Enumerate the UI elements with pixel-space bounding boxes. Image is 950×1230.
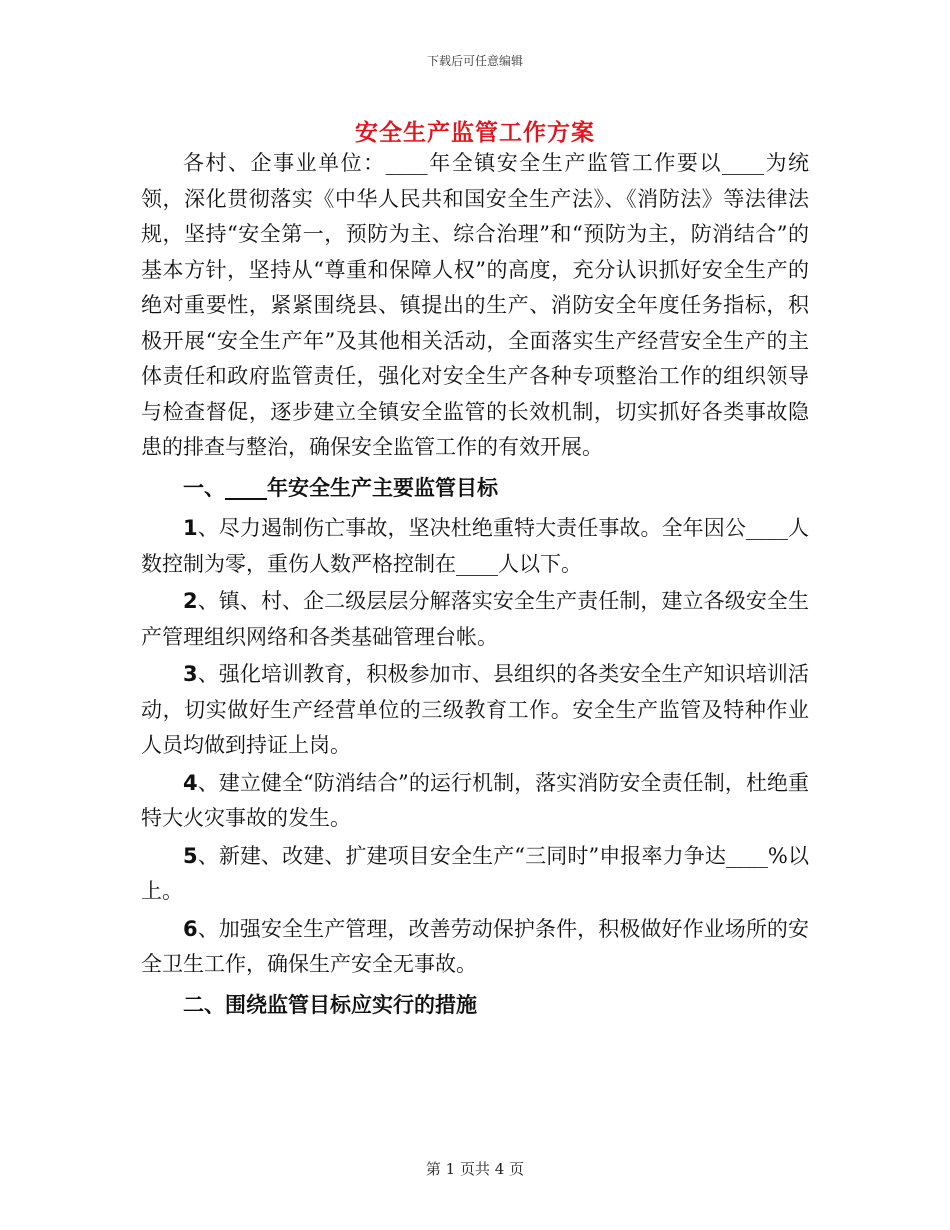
- document-body: [141, 146, 809, 1028]
- section-heading-measures: 二、围绕监管目标应实行的措施: [183, 991, 477, 1017]
- target-item-1: [141, 511, 809, 582]
- item-number: 3: [183, 662, 198, 686]
- item-text: 、建立健全“防消结合”的运行机制，落实消防安全责任制，杜绝重特大火灾事故的发生。: [141, 770, 809, 830]
- target-item-5: [141, 839, 809, 910]
- item-number: 5: [183, 843, 198, 868]
- target-item-2: [141, 584, 809, 655]
- section-heading-targets: 一、____年安全生产主要监管目标: [183, 474, 498, 500]
- target-item-3: [141, 657, 809, 764]
- item-text: 、强化培训教育，积极参加市、县组织的各类安全生产知识培训活动，切实做好生产经营单位的三级教育工作。安全生产监管及特种作业人员均做到持证上岗。: [141, 662, 809, 757]
- item-text: 、尽力遏制伤亡事故，坚决杜绝重特大责任事故。全年因公____人数控制为零，重伤人数严格控制在____人以下。: [141, 516, 809, 576]
- item-text: 、新建、改建、扩建项目安全生产“三同时”申报率力争达____%以上。: [141, 843, 809, 903]
- intro-paragraph: 各村、企事业单位：____年全镇安全生产监管工作要以____为统领，深化贯彻落实《中华人民共和国安全生产法》、《消防法》等法律法规，坚持“安全第一，预防为主、综合治理”和“预防为主，防消结合”的基本方针，坚持从“尊重和保障人权”的高度，充分认识抓好安全生产的绝对重要性，紧紧围绕县、镇提出的生产、消防安全年度任务指标，积极开展“安全生产年”及其他相关活动，全面落实生产经营安全生产的主体责任和政府监管责任，强化对安全生产各种专项整治工作的组织领导与检查督促，逐步建立全镇安全监管的长效机制，切实抓好各类事故隐患的排查与整治，确保安全监管工作的有效开展。: [141, 151, 809, 459]
- item-number: 6: [183, 916, 198, 941]
- item-number: 4: [183, 770, 198, 795]
- item-text: 、加强安全生产管理，改善劳动保护条件，积极做好作业场所的安全卫生工作，确保生产安全无事故。: [141, 916, 809, 976]
- item-number: 1: [183, 516, 198, 540]
- target-item-6: [141, 912, 809, 983]
- target-item-4: [141, 766, 809, 837]
- item-text: 、镇、村、企二级层层分解落实安全生产责任制，建立各级安全生产管理组织网络和各类基础管理台帐。: [141, 589, 809, 649]
- document-title: 安全生产监管工作方案: [355, 119, 595, 146]
- page-number: 第 1 页共 4 页: [425, 1160, 525, 1178]
- header-note: 下载后可任意编辑: [426, 54, 523, 68]
- item-number: 2: [183, 589, 198, 613]
